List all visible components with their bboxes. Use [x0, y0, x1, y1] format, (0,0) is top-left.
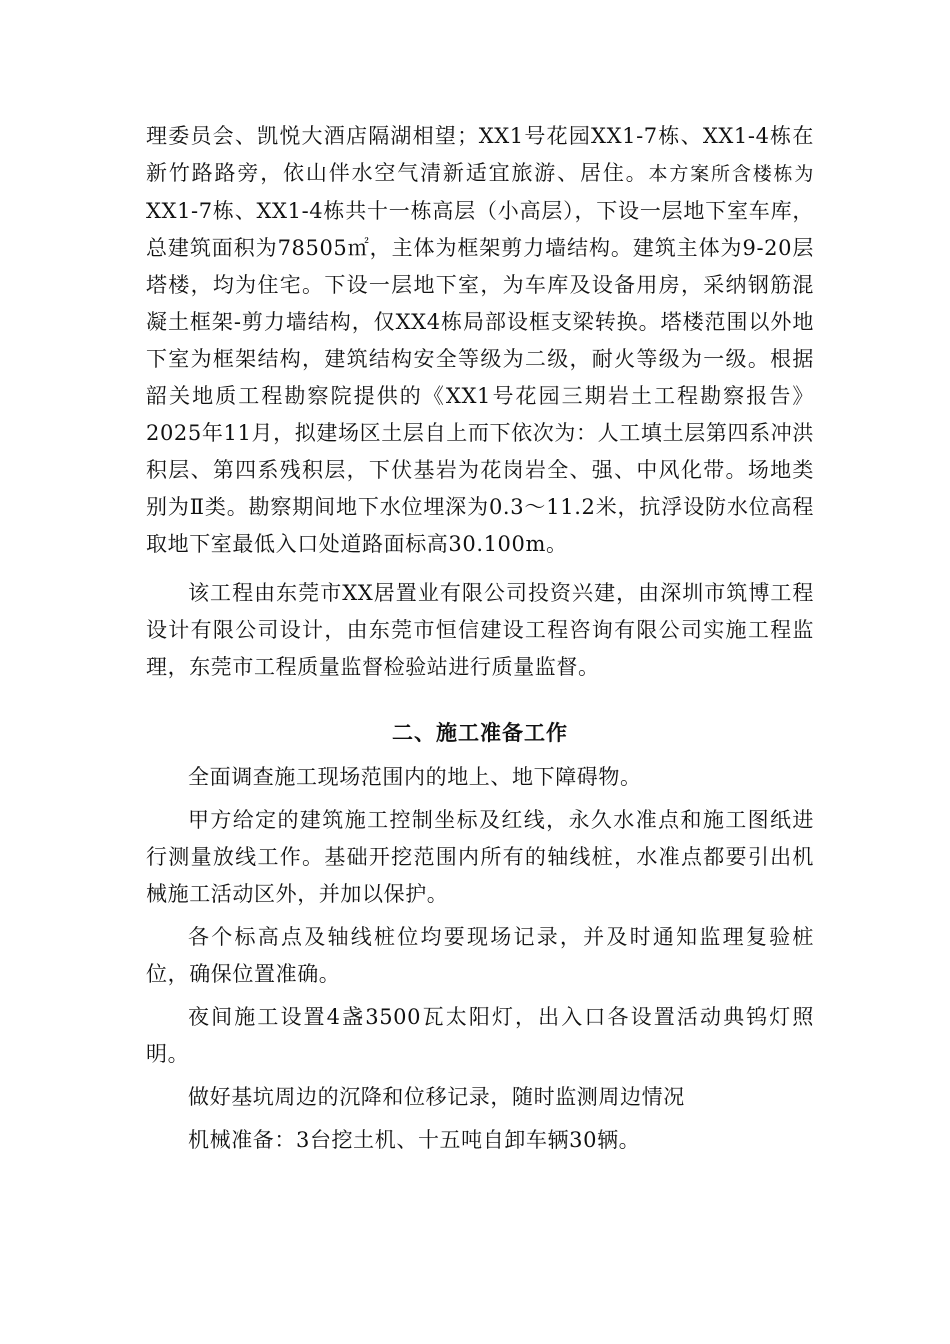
overview-text-part-3: XX1-7栋、XX1-4栋共十一栋高层（小高层），下设一层地下室车库，总建筑面积为78505㎡，主体为框架剪力墙结构。建筑主体为9-20层塔楼，均为住宅。下设一层地下室，为车库及设备用房，采纳钢筋混凝土框架-剪力墙结构，仅XX4栋局部设框支梁转换。塔楼范围以外地下室为框架结构，建筑结构安全等级为二级，耐火等级为一级。根据韶关地质工程勘察院提供的《XX1号花园三期岩土工程勘察报告》2025年11月，拟建场区土层自上而下依次为：人工填土层第四系冲洪积层、第四系残积层，下伏基岩为花岗岩全、强、中风化带。场地类别为Ⅱ类。勘察期间地下水位埋深为0.3～11.2米，抗浮设防水位高程取地下室最低入口处道路面标高30.100m。: [146, 199, 814, 556]
project-overview-paragraph: [146, 118, 814, 563]
machinery-preparation-paragraph: 机械准备：3台挖土机、十五吨自卸车辆30辆。: [188, 1128, 641, 1152]
overview-text-part-2: 本方案所含楼栋为: [648, 163, 814, 185]
pit-monitoring-paragraph: 做好基坑周边的沉降和位移记录，随时监测周边情况: [188, 1085, 685, 1109]
section-heading: 二、施工准备工作: [392, 720, 568, 745]
obstacle-survey-paragraph: 全面调查施工现场范围内的地上、地下障碍物。: [188, 765, 642, 789]
project-parties-paragraph: 该工程由东莞市XX居置业有限公司投资兴建，由深圳市筑博工程设计有限公司设计，由东莞市恒信建设工程咨询有限公司实施工程监理，东莞市工程质量监督检验站进行质量监督。: [146, 581, 814, 679]
survey-layout-paragraph: 甲方给定的建筑施工控制坐标及红线，永久水准点和施工图纸进行测量放线工作。基础开挖范围内所有的轴线桩，水准点都要引出机械施工活动区外，并加以保护。: [146, 808, 814, 906]
document-page: [146, 118, 814, 1159]
overview-text-part-1: 理委员会、凯悦大酒店隔湖相望；XX1号花园XX1-7栋、XX1-4栋在新竹路路旁，依山伴水空气清新适宜旅游、居住。: [146, 124, 814, 185]
record-verification-paragraph: 各个标高点及轴线桩位均要现场记录，并及时通知监理复验桩位，确保位置准确。: [146, 925, 814, 986]
night-lighting-paragraph: 夜间施工设置4盏3500瓦太阳灯，出入口各设置活动典钨灯照明。: [146, 1005, 814, 1066]
